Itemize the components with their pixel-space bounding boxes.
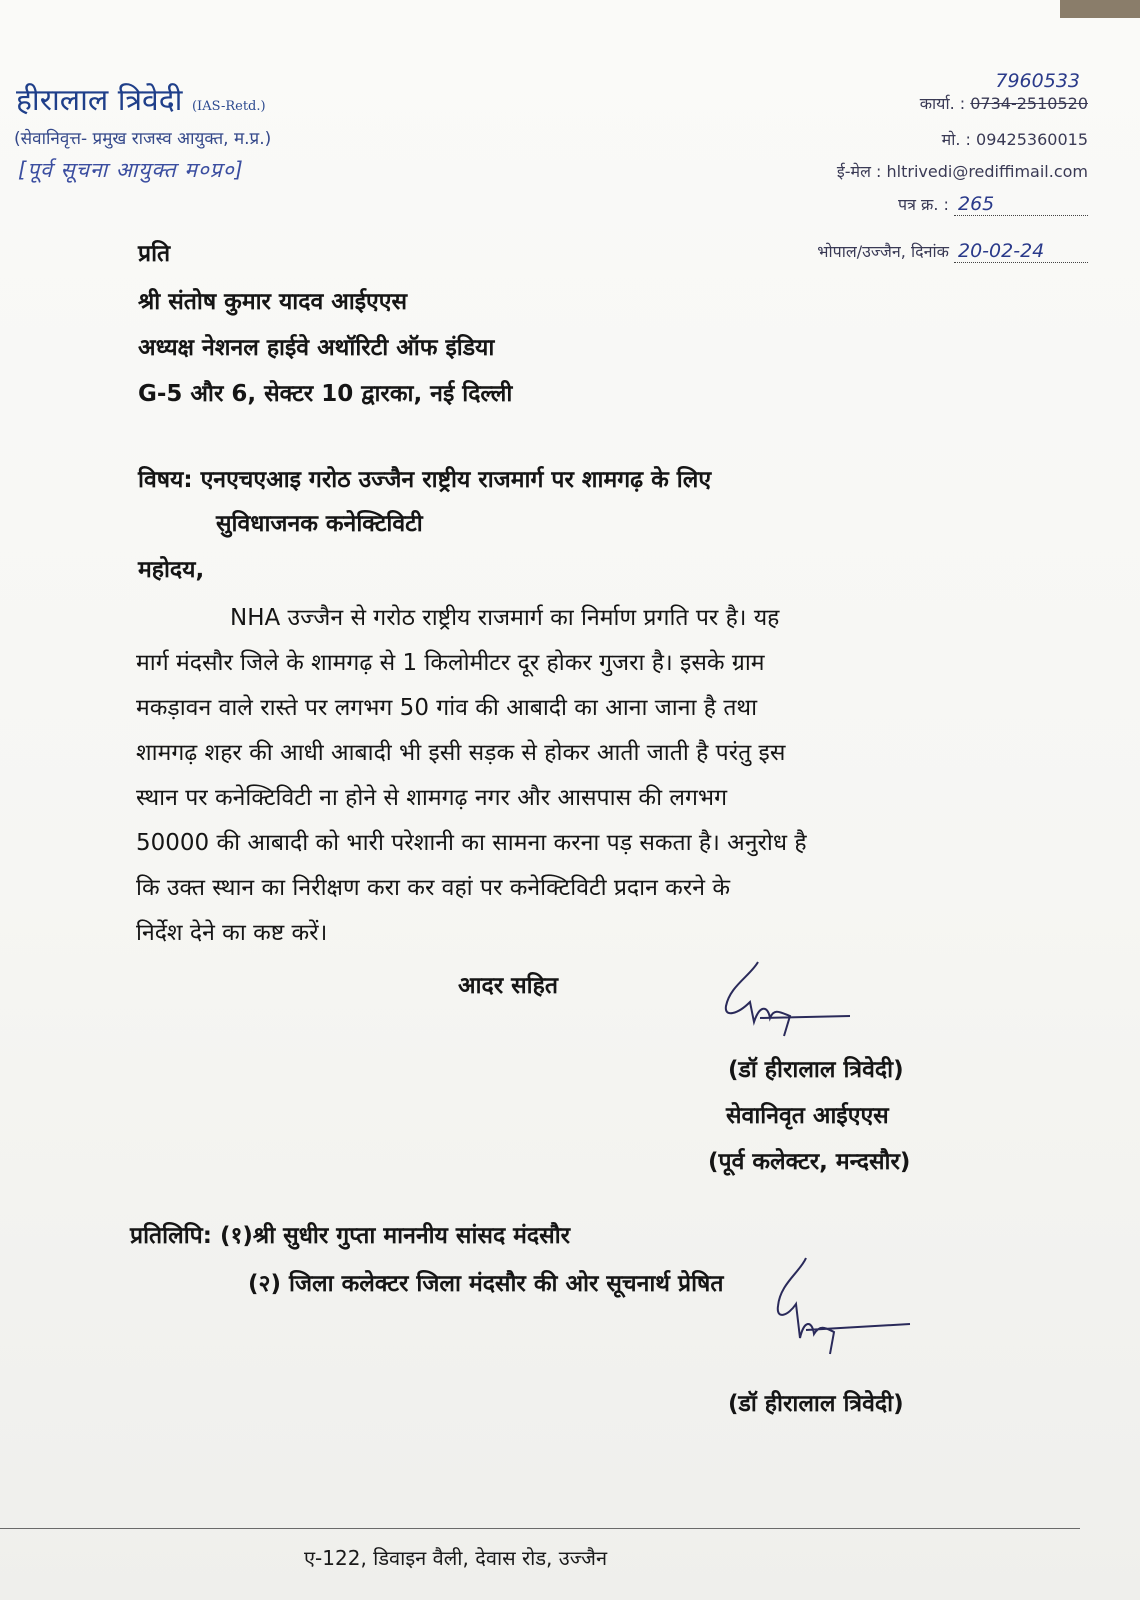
signatory-former: (पूर्व कलेक्टर, मन्दसौर) — [708, 1149, 911, 1175]
copy-item-1: (१)श्री सुधीर गुप्ता माननीय सांसद मंदसौर — [219, 1223, 571, 1249]
office-phone-correction: 7960533 — [995, 70, 1080, 92]
letterhead-name-text: हीरालाल त्रिवेदी — [16, 83, 183, 118]
email-address: hltrivedi@rediffimail.com — [886, 162, 1088, 181]
letter-date: 20-02-24 — [954, 240, 1088, 263]
letterhead-name — [16, 78, 266, 119]
body-line-8: निर्देश देने का कष्ट करें। — [136, 920, 328, 946]
subject-line-1: विषय: एनएचएआइ गरोठ उज्जैन राष्ट्रीय राजमार्ग पर शामगढ़ के लिए — [138, 467, 712, 493]
letterhead-designation: (सेवानिवृत्त- प्रमुख राजस्व आयुक्त, म.प्र.) — [14, 129, 272, 149]
body-line-5: स्थान पर कनेक्टिविटी ना होने से शामगढ़ नगर और आसपास की लगभग — [136, 785, 728, 811]
letterhead-handwritten-note: [पूर्व सूचना आयुक्त म०प्र०] — [18, 158, 244, 182]
body-line-1: NHA उज्जैन से गरोठ राष्ट्रीय राजमार्ग का निर्माण प्रगति पर है। यह — [230, 605, 780, 631]
signature-mark-2 — [760, 1254, 920, 1364]
signatory-title: सेवानिवृत आईएएस — [726, 1103, 889, 1129]
copy-label: प्रतिलिपि: — [130, 1223, 212, 1249]
body-line-7: कि उक्त स्थान का निरीक्षण करा कर वहां पर कनेक्टिविटी प्रदान करने के — [136, 875, 730, 901]
signature-mark — [720, 956, 870, 1046]
body-line-2: मार्ग मंदसौर जिले के शामगढ़ से 1 किलोमीटर दूर होकर गुजरा है। इसके ग्राम — [136, 650, 765, 676]
body-line-6: 50000 की आबादी को भारी परेशानी का सामना करना पड़ सकता है। अनुरोध है — [136, 830, 807, 856]
letter-number-line — [898, 193, 1088, 216]
copy-item-2: (२) जिला कलेक्टर जिला मंदसौर की ओर सूचनार्थ प्रेषित — [248, 1271, 724, 1297]
email-line — [837, 160, 1088, 182]
footer-address: ए-122, डिवाइन वैली, देवास रोड, उज्जैन — [304, 1546, 608, 1570]
email-label: ई-मेल : — [836, 162, 882, 181]
copy-signatory-name: (डॉ हीरालाल त्रिवेदी) — [728, 1391, 904, 1417]
office-phone-label: कार्या. : — [919, 94, 966, 113]
recipient-line-2: अध्यक्ष नेशनल हाईवे अथॉरिटी ऑफ इंडिया — [138, 335, 495, 361]
body-line-3: मकड़ावन वाले रास्ते पर लगभग 50 गांव की आबादी का आना जाना है तथा — [136, 695, 758, 721]
signatory-name: (डॉ हीरालाल त्रिवेदी) — [728, 1057, 904, 1083]
footer-divider — [0, 1528, 1080, 1529]
background-edge — [1060, 0, 1140, 18]
recipient-line-3: G-5 और 6, सेक्टर 10 द्वारका, नई दिल्ली — [138, 381, 513, 407]
closing: आदर सहित — [458, 973, 558, 999]
mobile-line — [942, 128, 1088, 150]
copy-line-1 — [130, 1218, 570, 1250]
mobile-number: 09425360015 — [976, 130, 1088, 149]
letterhead-suffix: (IAS-Retd.) — [191, 99, 266, 114]
mobile-label: मो. : — [941, 130, 971, 149]
letter-number-label: पत्र क्र. : — [898, 195, 949, 214]
salutation: महोदय, — [138, 557, 205, 583]
recipient-line-1: श्री संतोष कुमार यादव आईएएस — [138, 289, 408, 315]
office-phone: 0734-2510520 — [970, 94, 1088, 113]
subject-line-2: सुविधाजनक कनेक्टिविटी — [216, 511, 423, 537]
office-phone-line — [920, 92, 1088, 114]
place-date-line — [817, 240, 1088, 263]
place-date-label: भोपाल/उज्जैन, दिनांक — [817, 242, 949, 261]
letter-number: 265 — [954, 193, 1088, 216]
body-line-4: शामगढ़ शहर की आधी आबादी भी इसी सड़क से होकर आती जाती है परंतु इस — [136, 740, 786, 766]
prati-label: प्रति — [138, 241, 171, 267]
